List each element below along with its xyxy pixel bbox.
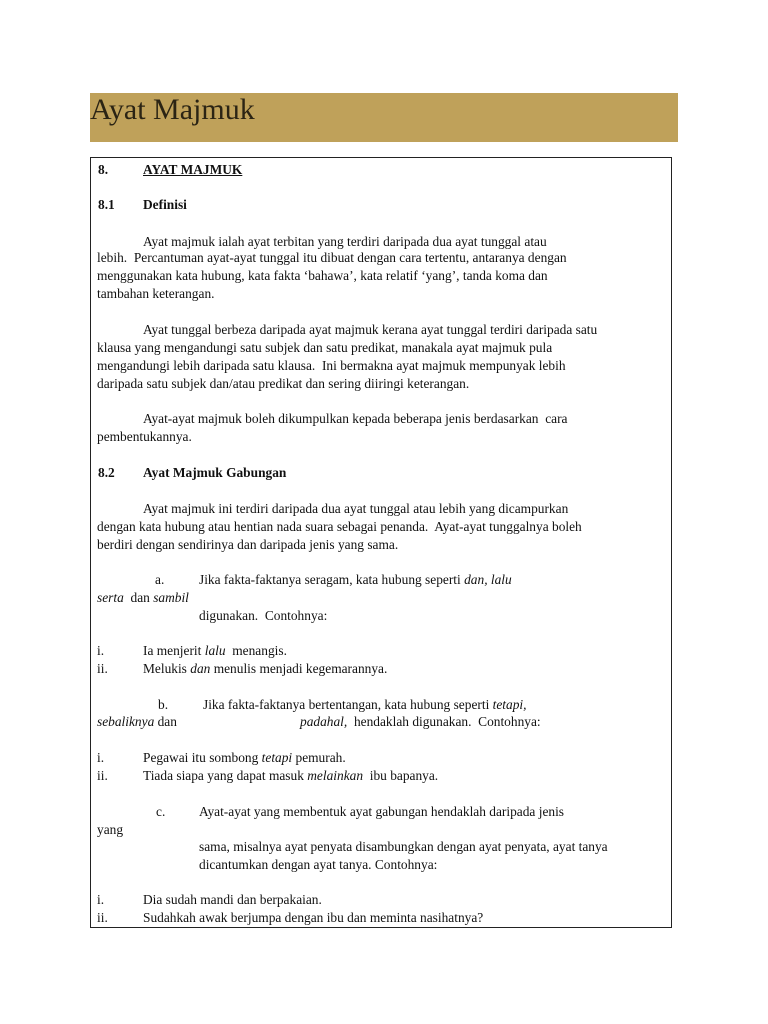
example-number: ii. — [97, 661, 108, 676]
list-item-text: sama, misalnya ayat penyata disambungkan dengan ayat penyata, ayat tanya — [199, 839, 608, 854]
paragraph-line: dengan kata hubung atau hentian nada suara sebagai penanda. Ayat-ayat tunggalnya boleh — [97, 519, 582, 534]
list-item-text: Jika fakta-faktanya seragam, kata hubung seperti dan, lalu — [199, 572, 512, 587]
paragraph-line: lebih. Percantuman ayat-ayat tunggal itu dibuat dengan cara tertentu, antaranya dengan — [97, 250, 567, 265]
list-item-text: Jika fakta-faktanya bertentangan, kata hubung seperti tetapi, — [203, 697, 527, 712]
title-banner — [90, 93, 678, 142]
example-number: ii. — [97, 768, 108, 783]
subsection-number: 8.2 — [98, 465, 115, 480]
paragraph-line: mengandungi lebih daripada satu klausa. Ini bermakna ayat majmuk mempunyak lebih — [97, 358, 566, 373]
example-text: Pegawai itu sombong tetapi pemurah. — [143, 750, 346, 765]
example-text: Tiada siapa yang dapat masuk melainkan ibu bapanya. — [143, 768, 439, 783]
list-item-text: dicantumkan dengan ayat tanya. Contohnya: — [199, 857, 438, 872]
list-label: c. — [156, 804, 166, 819]
example-number: i. — [97, 643, 105, 658]
paragraph-line: Ayat majmuk ialah ayat terbitan yang terdiri daripada dua ayat tunggal atau — [143, 234, 547, 249]
example-number: ii. — [97, 910, 108, 925]
paragraph-line: Ayat-ayat majmuk boleh dikumpulkan kepada beberapa jenis berdasarkan cara — [143, 411, 568, 426]
list-label: b. — [158, 697, 169, 712]
paragraph-line: Ayat tunggal berbeza daripada ayat majmuk kerana ayat tunggal terdiri daripada satu — [143, 322, 598, 337]
list-item-text: sebaliknya dan — [97, 714, 177, 729]
example-text: Dia sudah mandi dan berpakaian. — [143, 892, 322, 907]
paragraph-line: menggunakan kata hubung, kata fakta ‘bahawa’, kata relatif ‘yang’, tanda koma dan — [97, 268, 548, 283]
list-item-text: padahal, hendaklah digunakan. Contohnya: — [300, 714, 541, 729]
subsection-heading: Definisi — [143, 197, 187, 212]
paragraph-line: berdiri dengan sendirinya dan daripada jenis yang sama. — [97, 537, 399, 552]
list-label: a. — [155, 572, 165, 587]
paragraph-line: daripada satu subjek dan/atau predikat dan sering diiringi keterangan. — [97, 376, 470, 391]
subsection-heading: Ayat Majmuk Gabungan — [143, 465, 287, 480]
list-item-text: serta dan sambil — [97, 590, 189, 605]
paragraph-line: klausa yang mengandungi satu subjek dan satu predikat, manakala ayat majmuk pula — [97, 340, 553, 355]
document-body — [90, 157, 672, 928]
example-number: i. — [97, 892, 105, 907]
section-number: 8. — [98, 162, 109, 177]
list-item-text: Ayat-ayat yang membentuk ayat gabungan hendaklah daripada jenis — [199, 804, 565, 819]
paragraph-line: Ayat majmuk ini terdiri daripada dua ayat tunggal atau lebih yang dicampurkan — [143, 501, 569, 516]
section-heading: AYAT MAJMUK — [143, 162, 243, 177]
example-text: Melukis dan menulis menjadi kegemarannya. — [143, 661, 388, 676]
example-number: i. — [97, 750, 105, 765]
paragraph-line: pembentukannya. — [97, 429, 192, 444]
example-text: Ia menjerit lalu menangis. — [143, 643, 287, 658]
subsection-number: 8.1 — [98, 197, 115, 212]
list-item-text: digunakan. Contohnya: — [199, 608, 328, 623]
list-item-text: yang — [97, 822, 124, 837]
example-text: Sudahkah awak berjumpa dengan ibu dan meminta nasihatnya? — [143, 910, 484, 925]
page-title: Ayat Majmuk — [90, 93, 255, 126]
paragraph-line: tambahan keterangan. — [97, 286, 215, 301]
